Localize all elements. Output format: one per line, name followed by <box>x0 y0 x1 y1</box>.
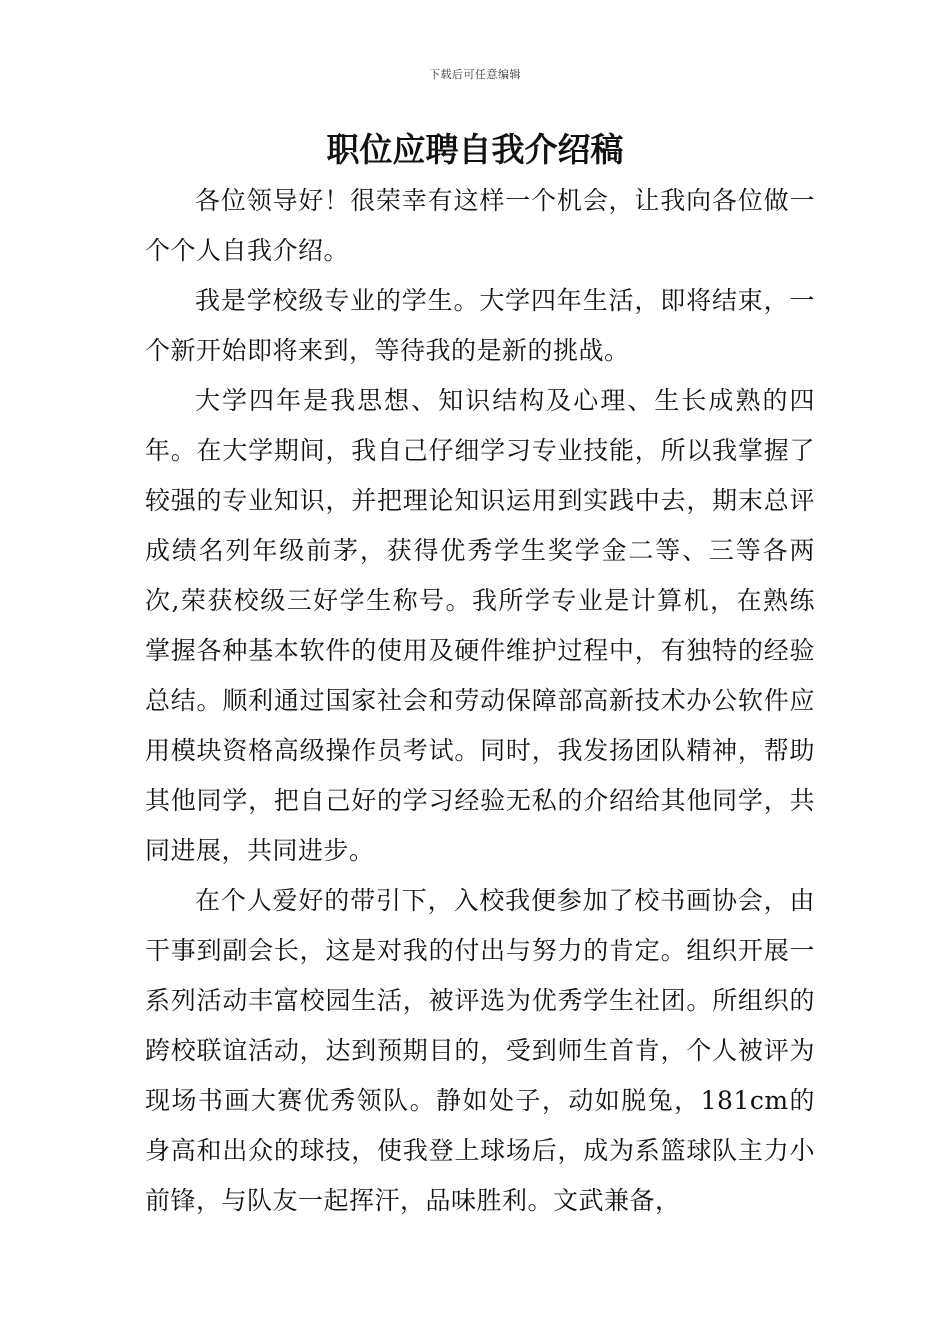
paragraph-greeting: 各位领导好！很荣幸有这样一个机会，让我向各位做一个个人自我介绍。 <box>145 186 815 265</box>
header-note: 下载后可任意编辑 <box>429 68 521 81</box>
paragraph-intro: 我是学校级专业的学生。大学四年生活，即将结束，一个新开始即将来到，等待我的是新的挑战。 <box>145 286 815 365</box>
page-title: 职位应聘自我介绍稿 <box>326 130 624 169</box>
paragraph-hobbies: 在个人爱好的带引下，入校我便参加了校书画协会，由干事到副会长，这是对我的付出与努力的肯定。组织开展一系列活动丰富校园生活，被评选为优秀学生社团。所组织的跨校联谊活动，达到预期目的，受到师生首肯，个人被评为现场书画大赛优秀领队。静如处子，动如脱兔，181cm的身高和出众的球技，使我登上球场后，成为系篮球队主力小前锋，与队友一起挥汗，品味胜利。文武兼备， <box>145 886 815 1215</box>
document-body <box>145 176 815 1226</box>
paragraph-university: 大学四年是我思想、知识结构及心理、生长成熟的四年。在大学期间，我自己仔细学习专业技能，所以我掌握了较强的专业知识，并把理论知识运用到实践中去，期末总评成绩名列年级前茅，获得优秀学生奖学金二等、三等各两次,荣获校级三好学生称号。我所学专业是计算机，在熟练掌握各种基本软件的使用及硬件维护过程中，有独特的经验总结。顺利通过国家社会和劳动保障部高新技术办公软件应用模块资格高级操作员考试。同时，我发扬团队精神，帮助其他同学，把自己好的学习经验无私的介绍给其他同学，共同进展，共同进步。 <box>145 386 815 865</box>
